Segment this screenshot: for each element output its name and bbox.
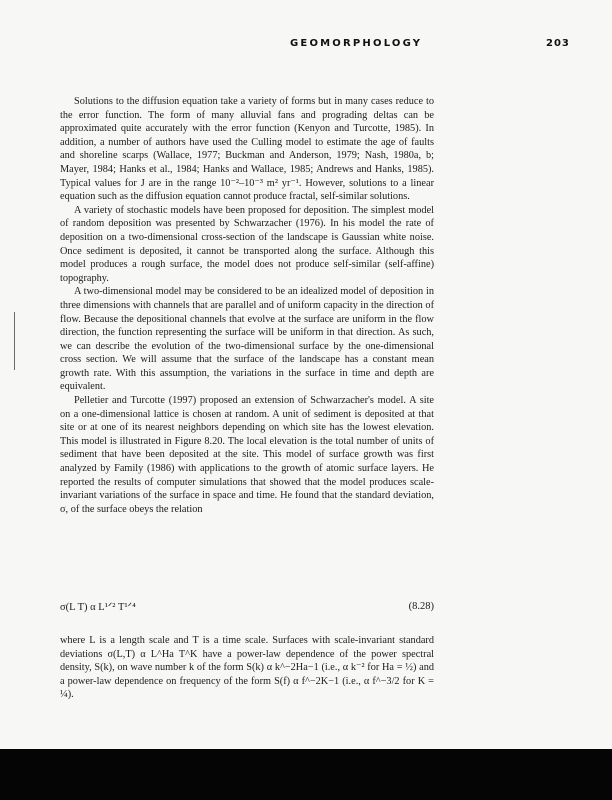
scan-edge [0, 749, 612, 800]
page-header [0, 38, 612, 54]
paragraph: where L is a length scale and T is a time scale. Surfaces with scale-invariant standard deviations σ(L,T) α L^Ha T^K have a power-law dependence of the power spectral density, S(k), on wave number k of the form S(k) α k^−2Ha−1 (i.e., α k⁻² for Ha = ½) and a power-law dependence on frequency of the form S(f) α f^−2K−1 (i.e., α f^−3/2 for K = ¼). [60, 635, 434, 701]
paragraph: A variety of stochastic models have been proposed for deposition. The simplest model of random deposition was presented by Schwarzacher (1976). In his model the rate of deposition on a two-dimensional cross-section of the landscape is Gaussian white noise. Once sediment is deposited, it cannot be transported along the surface. Although this model produces a rough surface, the model does not produce self-similar (self-affine) topography. [60, 204, 434, 284]
margin-mark [14, 312, 15, 370]
equation-8-28 [60, 601, 434, 617]
page-number: 203 [546, 38, 570, 49]
paragraph: Pelletier and Turcotte (1997) proposed an extension of Schwarzacher's model. A site on a one-dimensional lattice is chosen at random. A unit of sediment is deposited at that site or at one of its nearest neighbors depending on which site has the lowest elevation. This model is illustrated in Figure 8.20. The local elevation is the total number of units of sediment that have been deposited at the site. This model of surface growth was first analyzed by Family (1986) with applications to the growth of atomic surface layers. He reported the results of computer simulations that showed that the model produces scale-invariant variations of the surface in space and time. He found that the standard deviation, σ, of the surface obeys the relation [60, 395, 434, 515]
equation-number: (8.28) [408, 601, 434, 612]
body-text [60, 95, 434, 516]
equation-formula: σ(L T) α L¹ᐟ² T¹ᐟ⁴ [60, 602, 136, 613]
paragraph: Solutions to the diffusion equation take a variety of forms but in many cases reduce to the error function. The form of many alluvial fans and prograding deltas can be approximated quite accurately with the error function (Kenyon and Turcotte, 1985). In addition, a number of authors have used the Culling model to estimate the age of faults and shoreline scarps (Wallace, 1977; Buckman and Anderson, 1979; Nash, 1980a, b; Mayer, 1984; Hanks et al., 1984; Hanks and Wallace, 1985; Andrews and Hanks, 1985). Typical values for J are in the range 10⁻²–10⁻³ m² yr⁻¹. However, solutions to a linear equation such as the diffusion equation cannot produce fractal, self-similar solutions. [60, 96, 434, 203]
running-head: GEOMORPHOLOGY [290, 38, 423, 49]
paragraph: A two-dimensional model may be considered to be an idealized model of deposition in three dimensions with channels that are parallel and of uniform capacity in the direction of flow. Because the depositional channels that evolve at the surface are uniform in the flow direction, the function representing the surface will be uniform in that direction. As such, we can describe the evolution of the two-dimensional surface by the one-dimensional cross section. We will assume that the surface of the landscape has a constant mean growth rate. With this assumption, the variations in the surface in time and depth are equivalent. [60, 286, 434, 393]
closing-text [60, 634, 434, 702]
